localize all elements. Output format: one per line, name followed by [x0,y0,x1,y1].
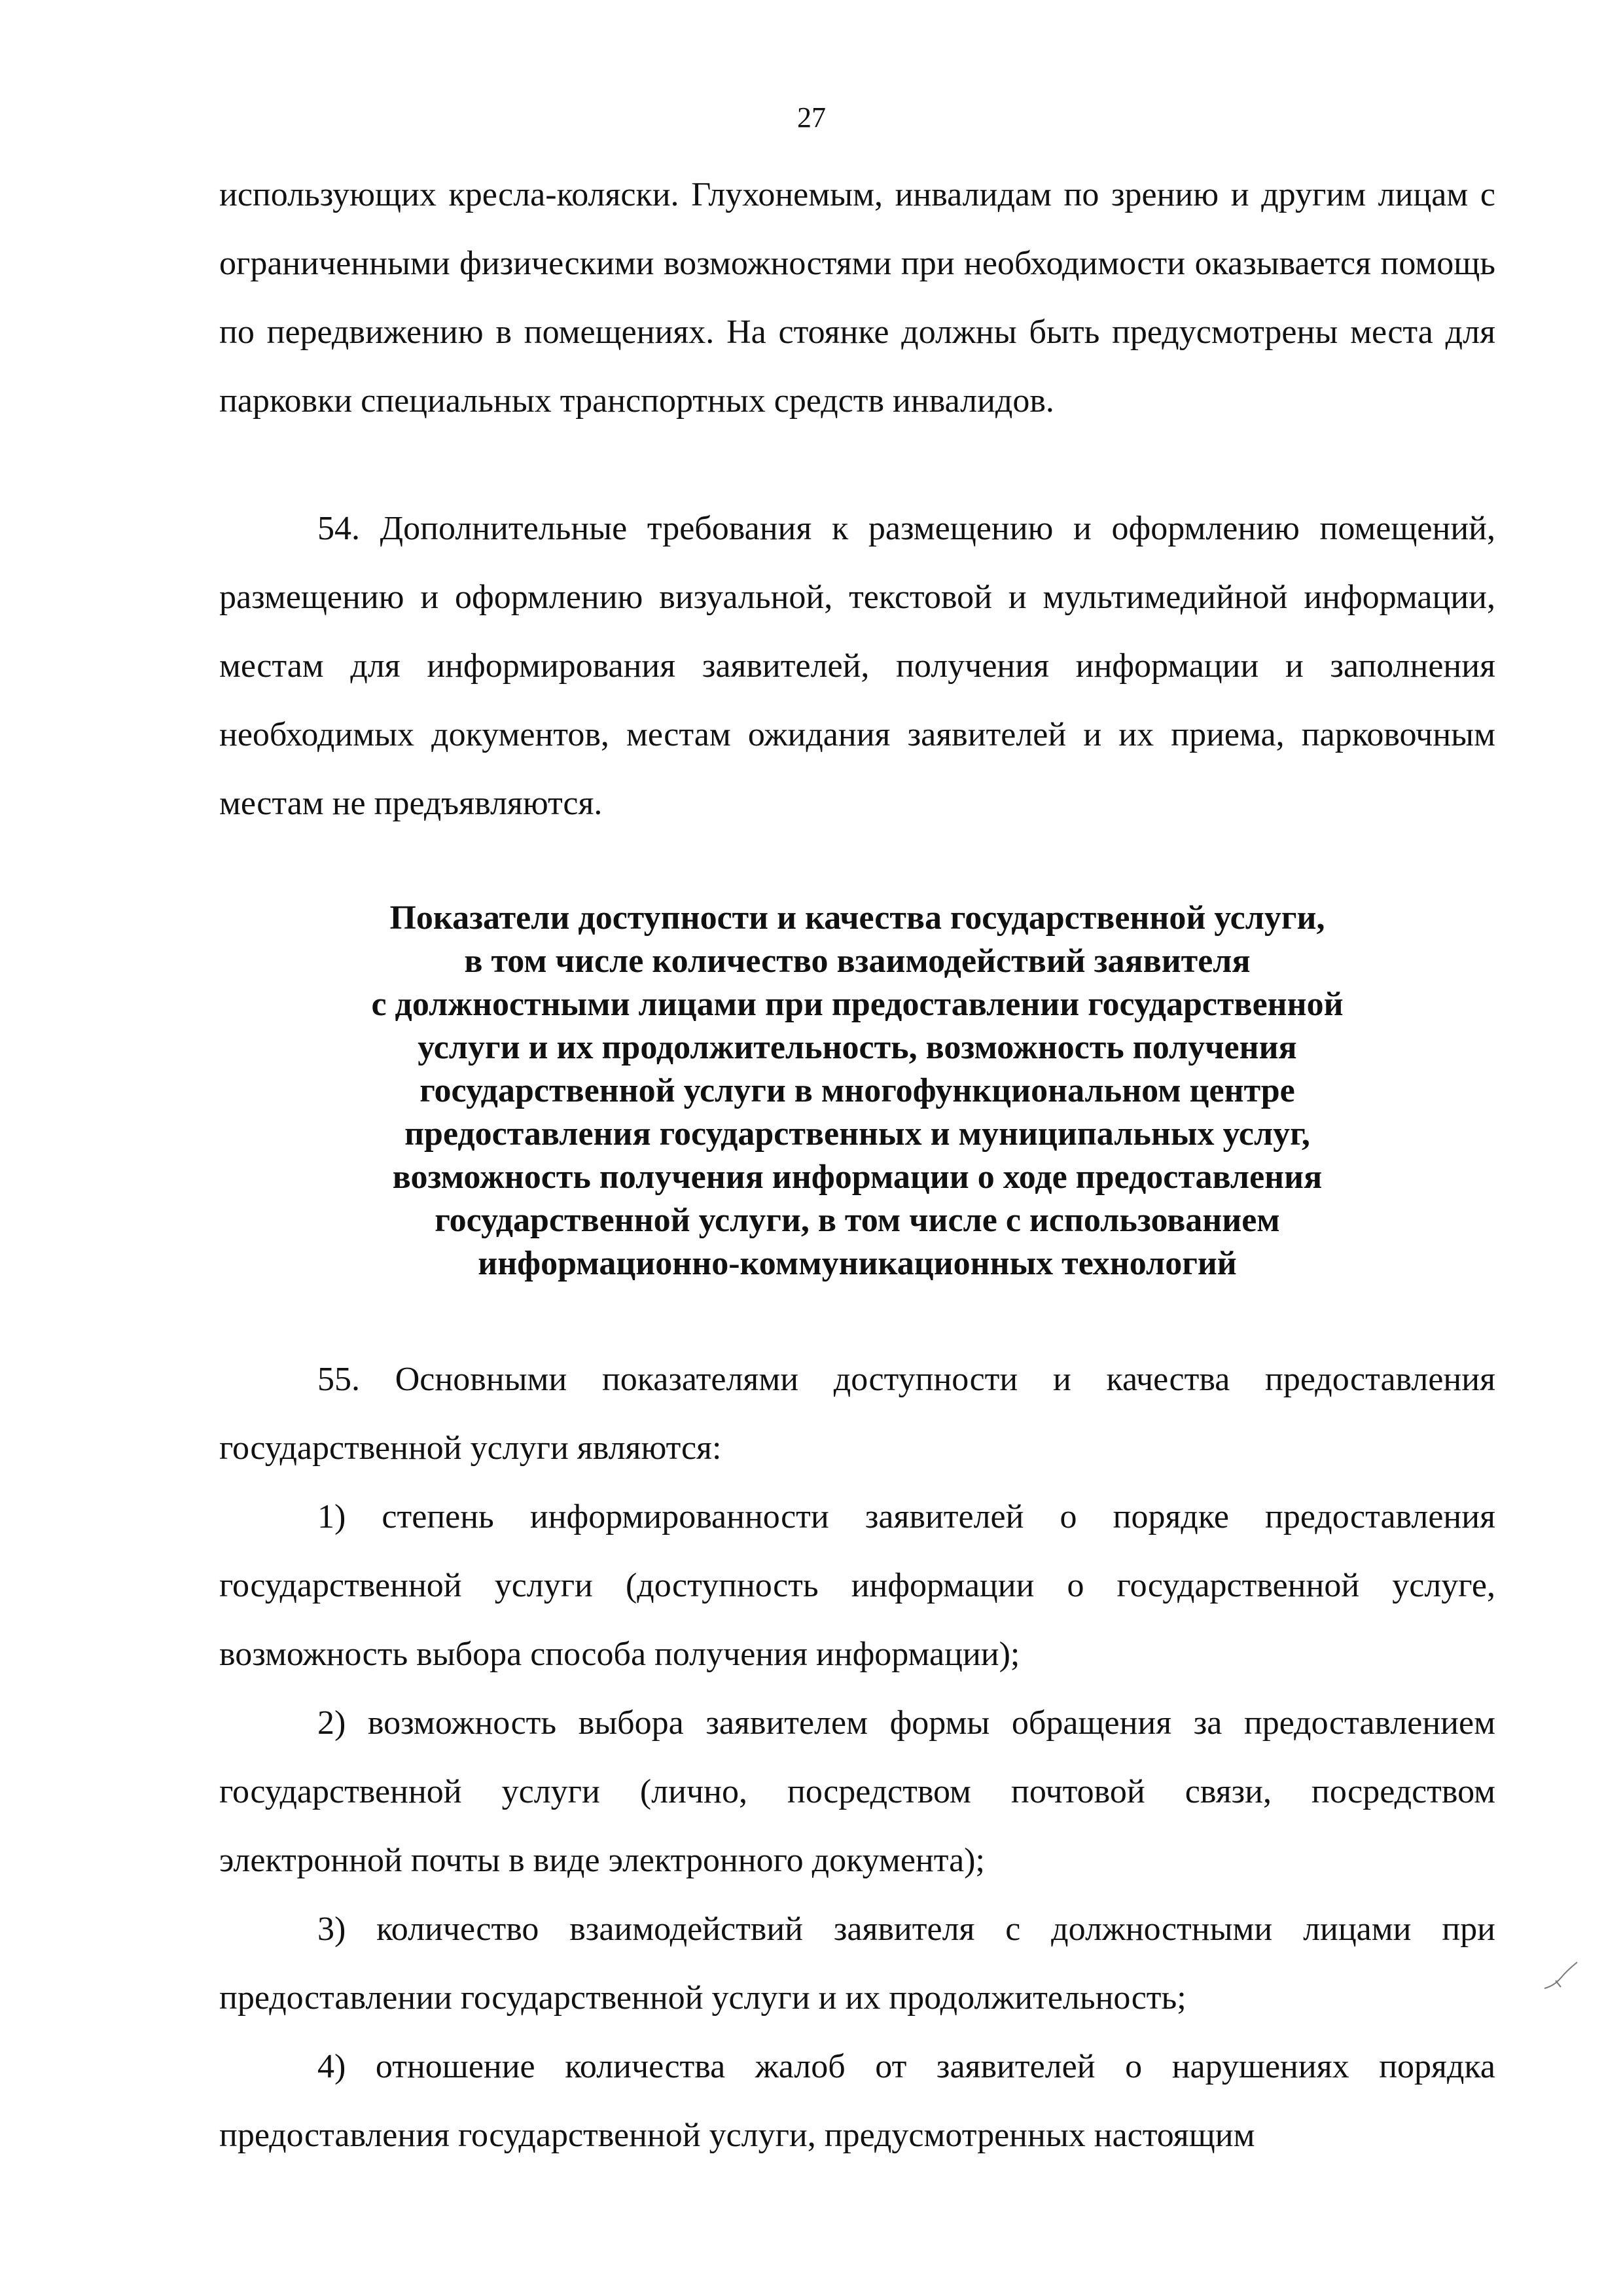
list-item: 1) степень информированности заявителей о порядке предоставления государственной услуги (доступность информации о государственной услуге, возможность выбора способа получения информации); [219,1498,1495,1673]
continuation-block [219,160,1495,435]
heading-line: возможность получения информации о ходе предоставления [392,1158,1323,1196]
continuation-paragraph: использующих кресла-коляски. Глухонемым, инвалидам по зрению и другим лицам с ограниченными физическими возможностями при необходимости оказывается помощь по передвижению в помещениях. На стоянке должны быть предусмотрены места для парковки специальных транспортных средств инвалидов. [219,176,1495,420]
heading-line: информационно-коммуникационных технологий [478,1245,1237,1282]
heading-line: услуги и их продолжительность, возможность получения [418,1029,1297,1066]
heading-line: предоставления государственных и муниципальных услуг, [404,1115,1310,1153]
heading-line: государственной услуги, в том числе с использованием [435,1202,1280,1239]
paragraph-54: 54. Дополнительные требования к размещению и оформлению помещений, размещению и оформлению визуальной, текстовой и мультимедийной информации, местам для информирования заявителей, получения информации и заполнения необходимых документов, местам ожидания заявителей и их приема, парковочным местам не предъявляются. [219,510,1495,822]
heading-line: с должностными лицами при предоставлении государственной [371,986,1344,1023]
list-item: 2) возможность выбора заявителем формы обращения за предоставлением государственной услуги (лично, посредством почтовой связи, посредством электронной почты в виде электронного документа); [219,1704,1495,1879]
paragraph-54-block [219,494,1495,838]
list-item: 3) количество взаимодействий заявителя с должностными лицами при предоставлении государственной услуги и их продолжительность; [219,1910,1495,2017]
pen-mark-icon [1541,1957,1580,1996]
paragraph-55: 55. Основными показателями доступности и качества предоставления государственной услуги являются: [219,1361,1495,1467]
heading-line: в том числе количество взаимодействий заявителя [464,942,1251,980]
heading-line: Показатели доступности и качества государственной услуги, [389,899,1325,937]
page-number: 27 [797,101,826,134]
list-item: 4) отношение количества жалоб от заявителей о нарушениях порядка предоставления государственной услуги, предусмотренных настоящим [219,2048,1495,2154]
section-heading [219,897,1495,1285]
paragraph-55-block [219,1345,1495,2170]
heading-line: государственной услуги в многофункциональном центре [419,1072,1295,1109]
